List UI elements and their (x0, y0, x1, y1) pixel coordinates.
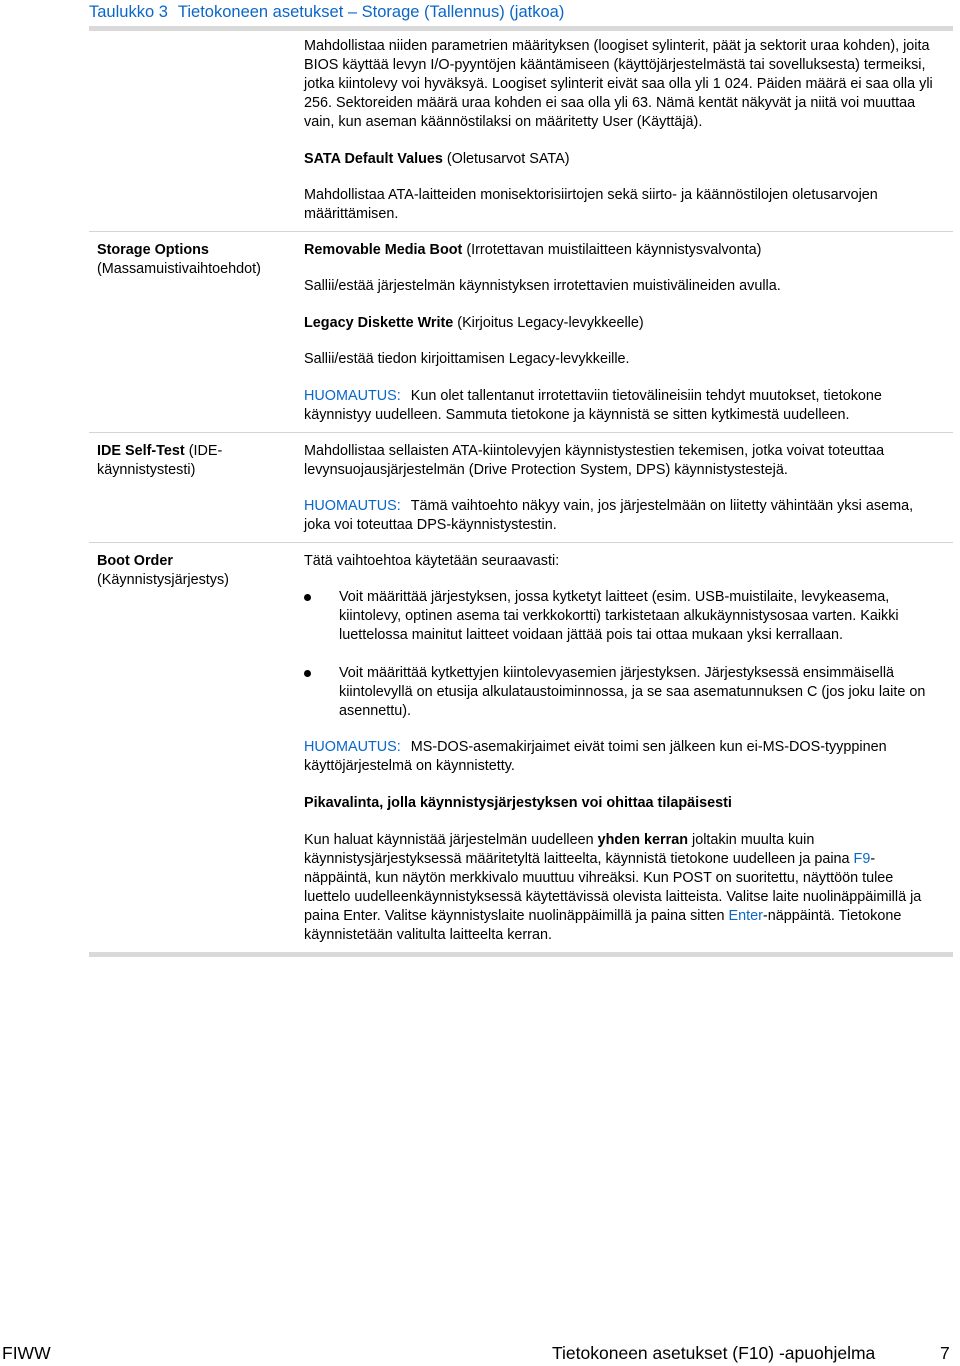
row-divider (89, 542, 953, 543)
note-label: HUOMAUTUS: (304, 739, 401, 755)
storage-options-title: Storage Options (97, 242, 209, 258)
boot-order-bullet: Voit määrittää kytkettyjen kiintolevyasemien järjestyksen. Järjestyksessä ensimmäisellä kiintolevyllä on etusija alkulataustoiminnossa, ja se saa asematunnuksen C (jos joku laite on asennettu). (339, 665, 926, 719)
sata-default-heading (304, 150, 940, 169)
ide-self-test-label (97, 442, 287, 480)
legacy-diskette-title-rest: (Kirjoitus Legacy-levykkeelle) (453, 315, 644, 331)
sata-default-title: SATA Default Values (304, 151, 443, 167)
footer-title: Tietokoneen asetukset (F10) -apuohjelma (552, 1343, 876, 1363)
row-divider (89, 231, 953, 232)
boot-order-label (97, 552, 287, 590)
boot-order-note (304, 738, 940, 776)
table-title: Tietokoneen asetukset – Storage (Tallennus) (jatkoa) (177, 3, 565, 21)
shortcut-text-part: Kun haluat käynnistää järjestelmän uudelleen (304, 832, 598, 848)
note-label: HUOMAUTUS: (304, 388, 401, 404)
ide-self-test-text: Mahdollistaa sellaisten ATA-kiintolevyjen käynnistystestien tekemisen, jotka voivat toteuttaa levynsuojausjärjestelmän (Drive Protection System, DPS) käynnistystestejä. (304, 443, 885, 478)
legacy-diskette-heading (304, 314, 940, 333)
storage-note (304, 387, 940, 425)
removable-media-title-rest: (Irrotettavan muistilaitteen käynnistysvalvonta) (462, 242, 762, 258)
note-text: MS-DOS-asemakirjaimet eivät toimi sen jälkeen kun ei-MS-DOS-tyyppinen käyttöjärjestelmä on käynnistetty. (304, 739, 887, 774)
note-text: Kun olet tallentanut irrotettaviin tietovälineisiin tehdyt muutokset, tietokone käynnistyy uudelleen. Sammuta tietokone ja käynnistä se sitten kytkimestä uudelleen. (304, 388, 882, 423)
legacy-diskette-text: Sallii/estää tiedon kirjoittamisen Legacy-levykkeille. (304, 351, 630, 367)
footer-locale: FIWW (2, 1343, 51, 1363)
note-label: HUOMAUTUS: (304, 498, 401, 514)
note-text: Tämä vaihtoehto näkyy vain, jos järjestelmään on liitetty vähintään yksi asema, joka voi toteuttaa DPS-käynnistystestin. (304, 498, 914, 533)
storage-options-subtitle: (Massamuistivaihtoehdot) (97, 261, 261, 277)
enter-key: Enter (728, 908, 763, 924)
ide-note (304, 497, 940, 535)
table-top-rule (89, 26, 953, 31)
shortcut-text-part: -näppäintä. Tietokone käynnistetään valitulta laitteelta kerran. (304, 908, 902, 943)
removable-media-title: Removable Media Boot (304, 242, 463, 258)
boot-order-bullet: Voit määrittää järjestyksen, jossa kytketyt laitteet (esim. USB-muistilaite, levykeasema, kiintolevy, optinen asema tai verkkokortti) tarkistetaan alkukäynnistysosaa varten. Kaikki luettelossa mainitut laitteet voidaan jättää pois tai ottaa mukaan yksi kerrallaan. (339, 589, 899, 643)
removable-media-text: Sallii/estää järjestelmän käynnistyksen irrotettavien muistivälineiden avulla. (304, 278, 781, 294)
storage-options-label (97, 241, 287, 279)
ide-self-test-subtitle: (IDE-käynnistystesti) (97, 443, 223, 478)
ide-self-test-title: IDE Self-Test (97, 443, 185, 459)
sata-default-text: Mahdollistaa ATA-laitteiden monisektorisiirtojen sekä siirto- ja käännöstilojen oletusarvojen määrittämisen. (304, 187, 878, 222)
boot-order-intro: Tätä vaihtoehtoa käytetään seuraavasti: (304, 553, 560, 569)
bullet-dot-icon (304, 670, 311, 677)
shortcut-text-part: joltakin muulta kuin käynnistysjärjestyksessä määritetyltä laitteelta, käynnistä tietokone uudelleen ja paina (304, 832, 854, 867)
drive-params-text: Mahdollistaa niiden parametrien määrityksen (loogiset sylinterit, päät ja sektorit uraa kohden), joita BIOS käyttää levyn I/O-pyyntöjen kääntämiseen (käyttöjärjestelmästä tai sovelluksesta) termeiksi, jotka kiintolevy voi hyväksyä. Loogiset sylinterit eivät saa olla yli 1 024. Päiden määrä ei saa olla yli 256. Sektoreiden määrä uraa kohden ei saa olla yli 63. Nämä kentät näkyvät ja niitä voi muuttaa vain, kun aseman käännöstilaksi on määritetty User (Käyttäjä). (304, 38, 933, 130)
shortcut-heading: Pikavalinta, jolla käynnistysjärjestyksen voi ohittaa tilapäisesti (304, 795, 732, 811)
removable-media-heading (304, 241, 940, 260)
table-caption (89, 3, 564, 22)
shortcut-emphasis: yhden kerran (597, 832, 688, 848)
sata-default-title-rest: (Oletusarvot SATA) (442, 151, 570, 167)
page-number: 7 (940, 1343, 950, 1363)
f9-key: F9 (853, 851, 871, 867)
table-bottom-rule (89, 952, 953, 957)
shortcut-text (304, 831, 940, 945)
boot-order-title: Boot Order (97, 553, 173, 569)
row-divider (89, 432, 953, 433)
table-number: Taulukko 3 (89, 3, 168, 21)
legacy-diskette-title: Legacy Diskette Write (304, 315, 454, 331)
bullet-dot-icon (304, 594, 311, 601)
shortcut-text-part: -näppäintä, kun näytön merkkivalo muuttuu vihreäksi. Kun POST on suoritettu, näyttöön tulee luettelo uudelleenkäynnistyksessä käytettävissä olevista laitteista. Valitse laite nuolinäppäimillä ja paina Enter. Valitse käynnistyslaite nuolinäppäimillä ja paina sitten (304, 851, 922, 924)
boot-order-subtitle: (Käynnistysjärjestys) (97, 572, 229, 588)
